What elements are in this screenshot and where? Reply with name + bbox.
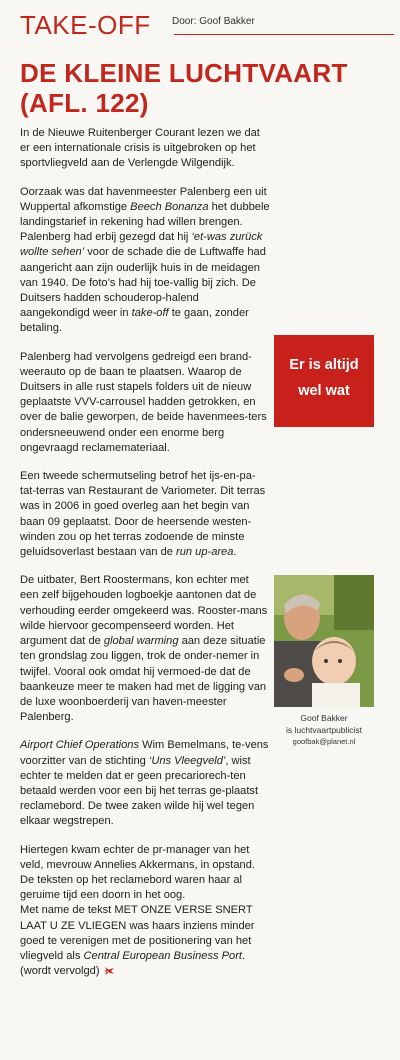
article-headline — [20, 58, 380, 118]
paragraph-6: Airport Chief Operations Wim Bemelmans, te-vens voorzitter van de stichting ‘Uns Vleegveld’, wist echter te melden dat er geen precariorech-ten betaald werden voor een bij het terras ge-plaatst reclamebord. De twee zaken wilde hij wel tegen elkaar wegstrepen. — [20, 739, 269, 828]
paragraph-5: De uitbater, Bert Roostermans, kon echter met een zelf bijgehouden logboekje aantonen dat de verhouding eerder omgekeerd was. Rooster-mans wilde hiervoor gecompenseerd worden. Het argument dat de global warming aan deze situatie ten grondslag zou liggen, trok de onder-nemer in twijfel. Vooral ook omdat hij vermoed-de dat de baankeuze meer te maken had met de ligging van de luxe woonboerderij van haven-meester Palenberg. — [20, 574, 268, 724]
byline: Door: Goof Bakker — [172, 16, 255, 27]
paragraph-1: In de Nieuwe Ruitenberger Courant lezen we dat er een internationale crisis is uitgebroken op het sportvliegveld aan de Verlengde Wilgendijk. — [20, 127, 260, 170]
author-photo — [274, 575, 374, 707]
author-photo-image — [274, 575, 374, 707]
pull-quote-box — [274, 335, 374, 427]
caption-email: goofbak@planet.nl — [292, 737, 356, 746]
pull-quote-line-1: Er is altijd — [289, 357, 359, 373]
article-body — [20, 126, 270, 992]
pull-quote-line-2: wel wat — [298, 383, 350, 399]
paragraph-7: Hiertegen kwam echter de pr-manager van het veld, mevrouw Annelies Akkermans, in opstand. De teksten op het reclamebord waren haar al geruime tijd een doorn in het oog. Met name de tekst MET ONZE VERSE SNERT LAAT U ZE VLIEGEN was haars inziens minder goed te verenigen met de positionering van het vliegveld als Central European Business Port. (wordt vervolgd) — [20, 843, 255, 978]
paragraph-2: Oorzaak was dat havenmeester Palenberg een uit Wuppertal afkomstige Beech Bonanza het dubbele landingstarief in rekening had willen brengen. Palenberg had erbij gezegd dat hij ‘et-was zurück wollte sehen’ voor de schade die de Luftwaffe had aangericht aan zijn ouderlijk huis in de meidagen van 1940. De foto’s had hij toe-vallig bij zich. De Duitsers hadden schouderop-halend aangekondigd weer in take-off te gaan, zonder betaling. — [20, 185, 270, 335]
header-rule — [174, 34, 394, 35]
photo-caption — [274, 712, 374, 748]
section-title: TAKE-OFF — [20, 10, 151, 40]
paragraph-4: Een tweede schermutseling betrof het ijs-en-pa-tat-terras van Restaurant de Variometer. Dit terras was in 2006 in goed overleg aan het begin van baan 09 geplaatst. Door de heersende westen-winden zou op het terras zodoende de minste geluidsoverlast bestaan van de run up-area. — [20, 470, 266, 559]
paragraph-3: Palenberg had vervolgens gedreigd een brand-weerauto op de baan te plaatsen. Waarop de Duitsers in alle rust stapels folders uit de nieuw geplaatste VVV-carrousel hadden getrokken, en over de balie geworpen, de beide havenmees-ters ondersneeuwend onder een enorme berg ongevraagd reclamemateriaal. — [20, 350, 267, 454]
plane-end-icon — [104, 967, 114, 975]
caption-name: Goof Bakker — [300, 713, 348, 723]
headline-line-1: DE KLEINE LUCHTVAART — [20, 58, 348, 88]
caption-role: is luchtvaartpublicist — [285, 725, 363, 735]
to-be-continued: (wordt vervolgd) — [20, 965, 100, 978]
headline-line-2: (AFL. 122) — [20, 88, 149, 118]
column-header — [20, 10, 380, 40]
